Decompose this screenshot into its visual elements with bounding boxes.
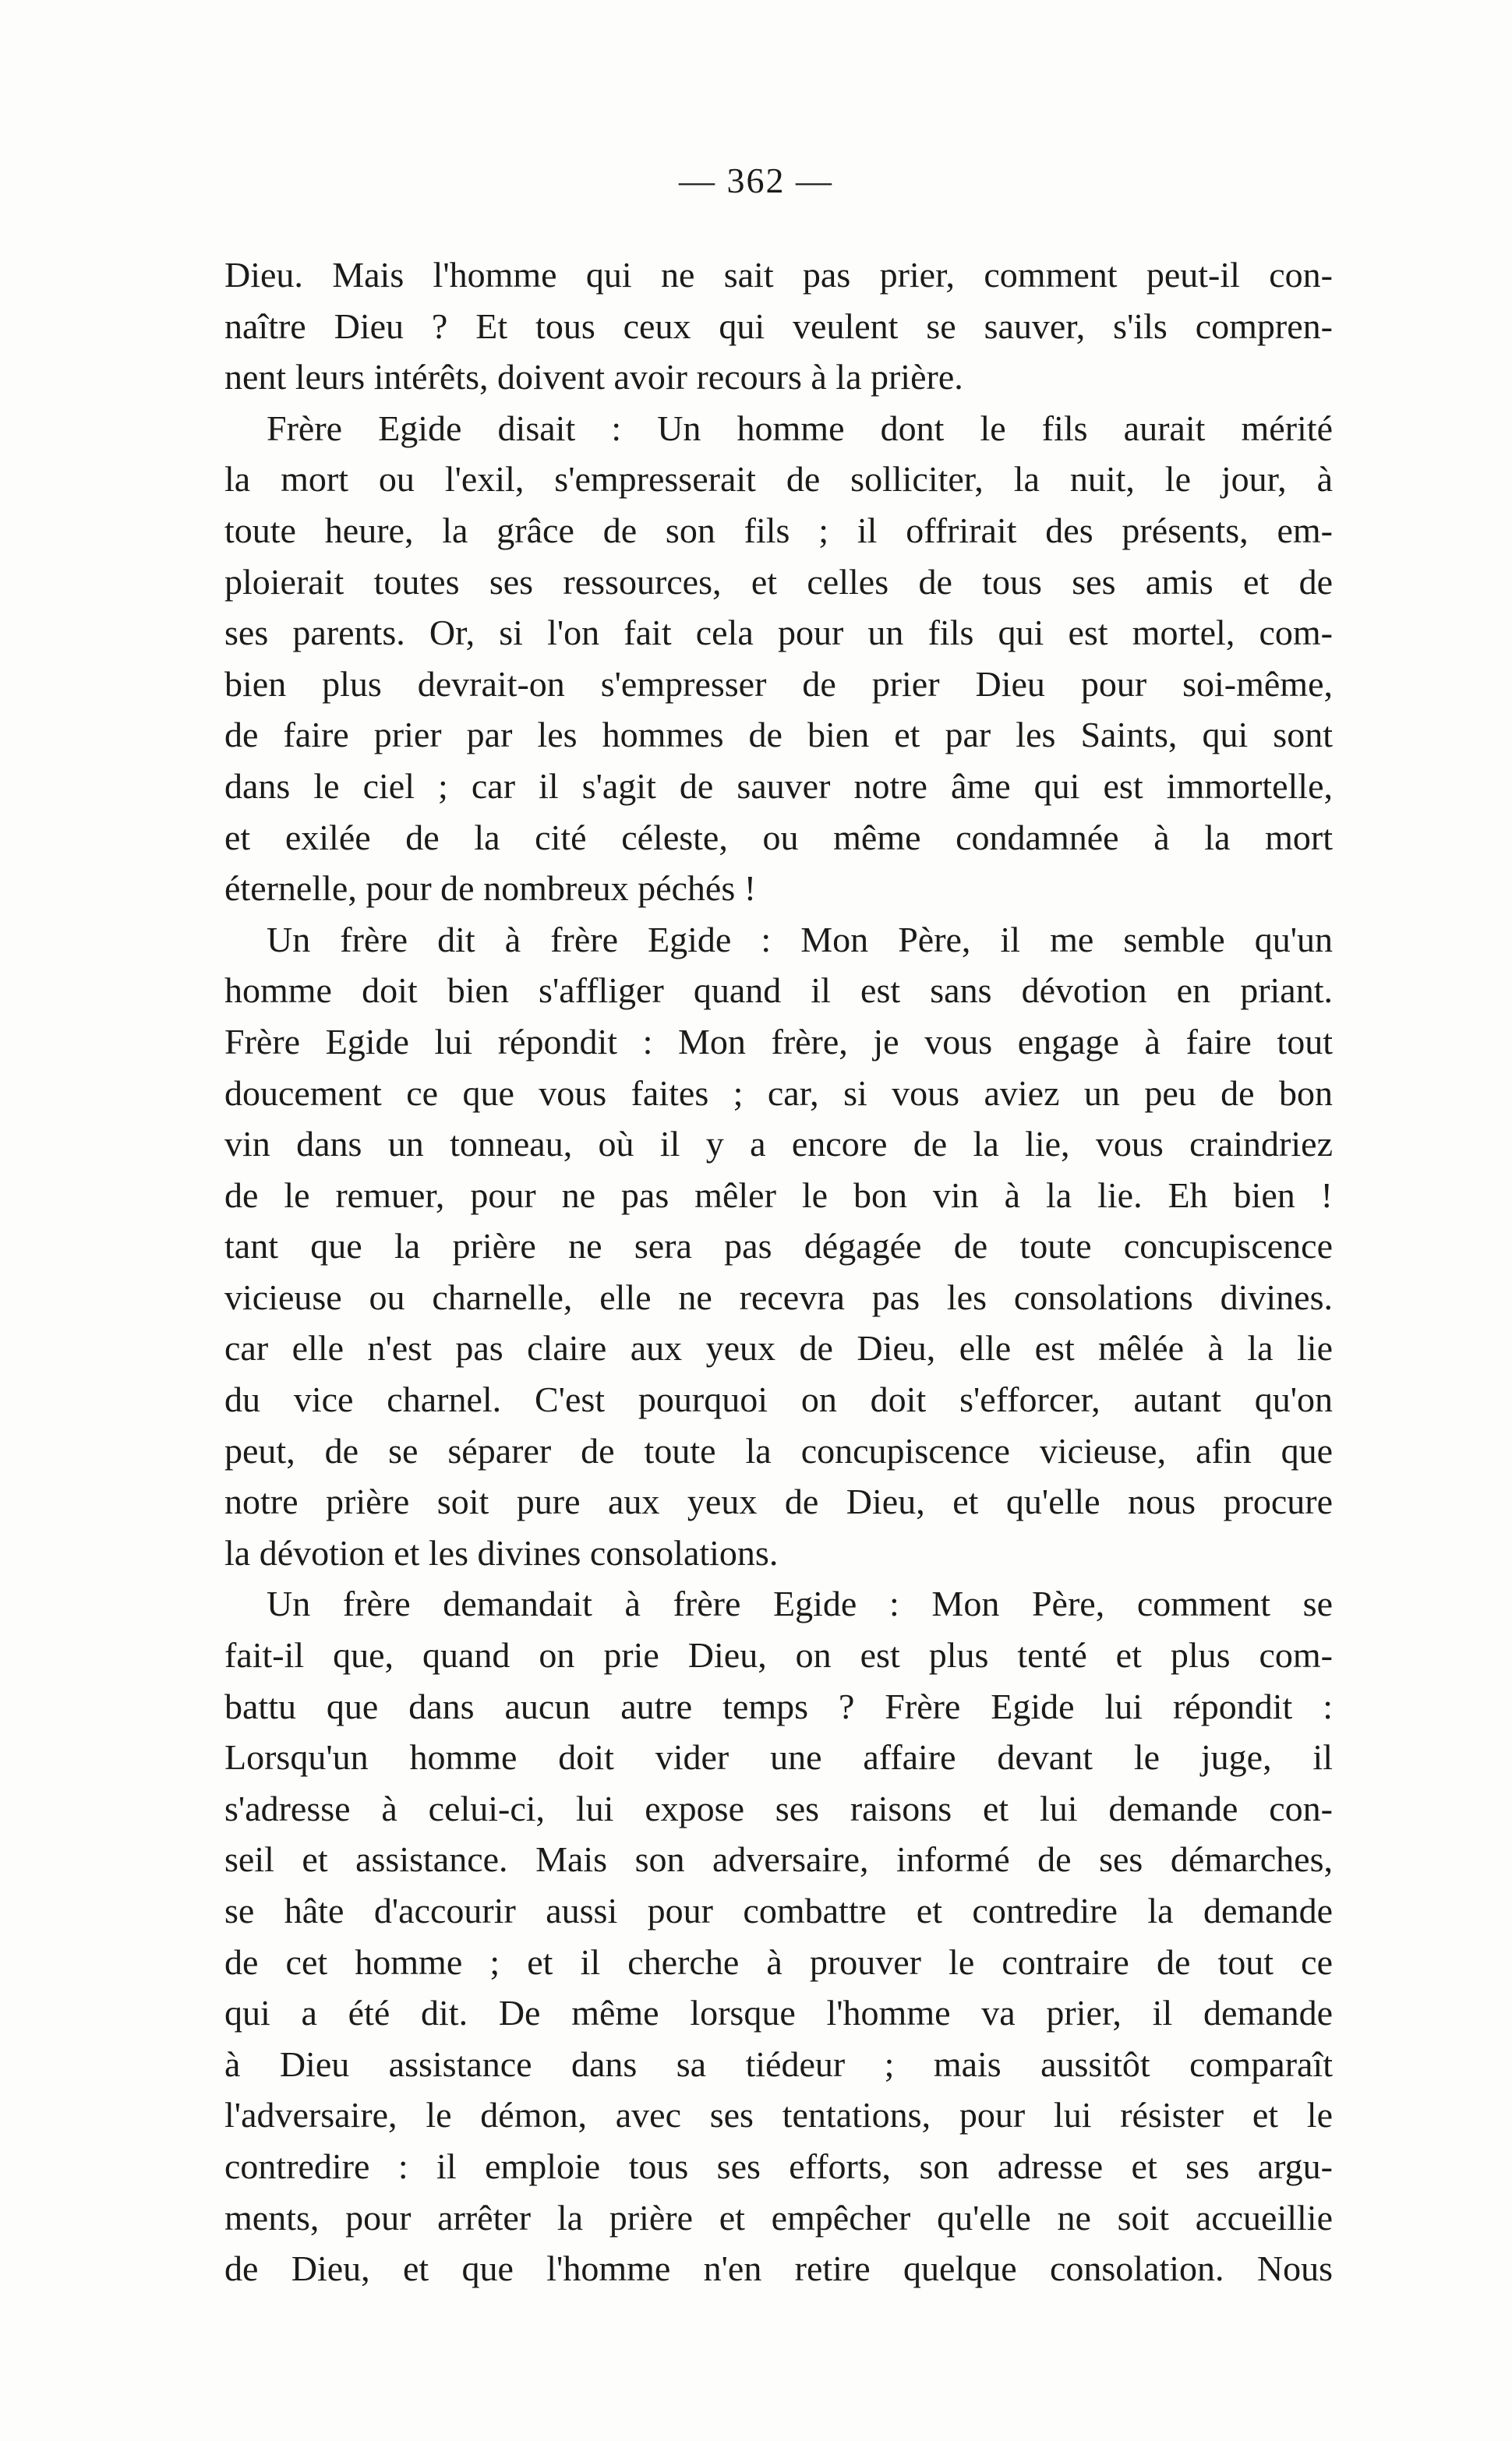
text-line: la mort ou l'exil, s'empresserait de solliciter, la nuit, le jour, à	[224, 459, 1333, 500]
text-line: de Dieu, et que l'homme n'en retire quelque consolation. Nous	[224, 2248, 1333, 2289]
text-line: de le remuer, pour ne pas mêler le bon vin à la lie. Eh bien !	[224, 1175, 1333, 1215]
text-line: dans le ciel ; car il s'agit de sauver notre âme qui est immortelle,	[224, 765, 1333, 806]
text-line: de cet homme ; et il cherche à prouver le contraire de tout ce	[224, 1941, 1333, 1982]
text-line: car elle n'est pas claire aux yeux de Dieu, elle est mêlée à la lie	[224, 1328, 1333, 1369]
text-line: bien plus devrait-on s'empresser de prier Dieu pour soi-même,	[224, 663, 1333, 704]
text-line: vicieuse ou charnelle, elle ne recevra pas les consolations divines.	[224, 1277, 1333, 1317]
text-line: contredire : il emploie tous ses efforts, son adresse et ses argu-	[224, 2146, 1333, 2186]
text-line: éternelle, pour de nombreux péchés !	[224, 868, 757, 909]
text-line: qui a été dit. De même lorsque l'homme va prier, il demande	[224, 1993, 1333, 2033]
text-line: à Dieu assistance dans sa tiédeur ; mais aussitôt comparaît	[224, 2044, 1333, 2084]
text-line: Dieu. Mais l'homme qui ne sait pas prier, comment peut-il con-	[224, 255, 1333, 295]
text-line: Un frère dit à frère Egide : Mon Père, il me semble qu'un	[267, 919, 1333, 959]
text-line: l'adversaire, le démon, avec ses tentations, pour lui résister et le	[224, 2095, 1333, 2135]
page-number: — 362 —	[679, 161, 833, 200]
text-line: toute heure, la grâce de son fils ; il offrirait des présents, em-	[224, 510, 1333, 550]
text-line: du vice charnel. C'est pourquoi on doit s'efforcer, autant qu'on	[224, 1379, 1333, 1420]
text-line: vin dans un tonneau, où il y a encore de la lie, vous craindriez	[224, 1124, 1333, 1164]
text-line: se hâte d'accourir aussi pour combattre et contredire la demande	[224, 1891, 1333, 1931]
text-line: battu que dans aucun autre temps ? Frère Egide lui répondit :	[224, 1686, 1333, 1726]
text-line: nent leurs intérêts, doivent avoir recours à la prière.	[224, 357, 963, 397]
text-line: ments, pour arrêter la prière et empêcher qu'elle ne soit accueillie	[224, 2197, 1333, 2238]
text-line: s'adresse à celui-ci, lui expose ses raisons et lui demande con-	[224, 1788, 1333, 1828]
text-line: peut, de se séparer de toute la concupiscence vicieuse, afin que	[224, 1430, 1333, 1471]
text-line: Frère Egide disait : Un homme dont le fils aurait mérité	[267, 408, 1333, 448]
text-line: naître Dieu ? Et tous ceux qui veulent se sauver, s'ils compren-	[224, 306, 1333, 346]
text-line: fait-il que, quand on prie Dieu, on est plus tenté et plus com-	[224, 1635, 1333, 1676]
text-line: ploierait toutes ses ressources, et celles de tous ses amis et de	[224, 561, 1333, 602]
text-line: et exilée de la cité céleste, ou même condamnée à la mort	[224, 817, 1333, 857]
text-line: doucement ce que vous faites ; car, si vous aviez un peu de bon	[224, 1072, 1333, 1113]
body-text	[224, 249, 1333, 2294]
text-line: seil et assistance. Mais son adversaire, informé de ses démarches,	[224, 1839, 1333, 1880]
text-line: Lorsqu'un homme doit vider une affaire devant le juge, il	[224, 1737, 1333, 1778]
text-line: notre prière soit pure aux yeux de Dieu, et qu'elle nous procure	[224, 1482, 1333, 1522]
text-line: tant que la prière ne sera pas dégagée de toute concupiscence	[224, 1226, 1333, 1266]
text-line: la dévotion et les divines consolations.	[224, 1532, 779, 1573]
text-line: homme doit bien s'affliger quand il est sans dévotion en priant.	[224, 970, 1333, 1011]
text-line: de faire prier par les hommes de bien et par les Saints, qui sont	[224, 715, 1333, 755]
text-line: ses parents. Or, si l'on fait cela pour un fils qui est mortel, com-	[224, 613, 1333, 653]
text-line: Un frère demandait à frère Egide : Mon Père, comment se	[267, 1584, 1333, 1624]
text-line: Frère Egide lui répondit : Mon frère, je vous engage à faire tout	[224, 1021, 1333, 1062]
